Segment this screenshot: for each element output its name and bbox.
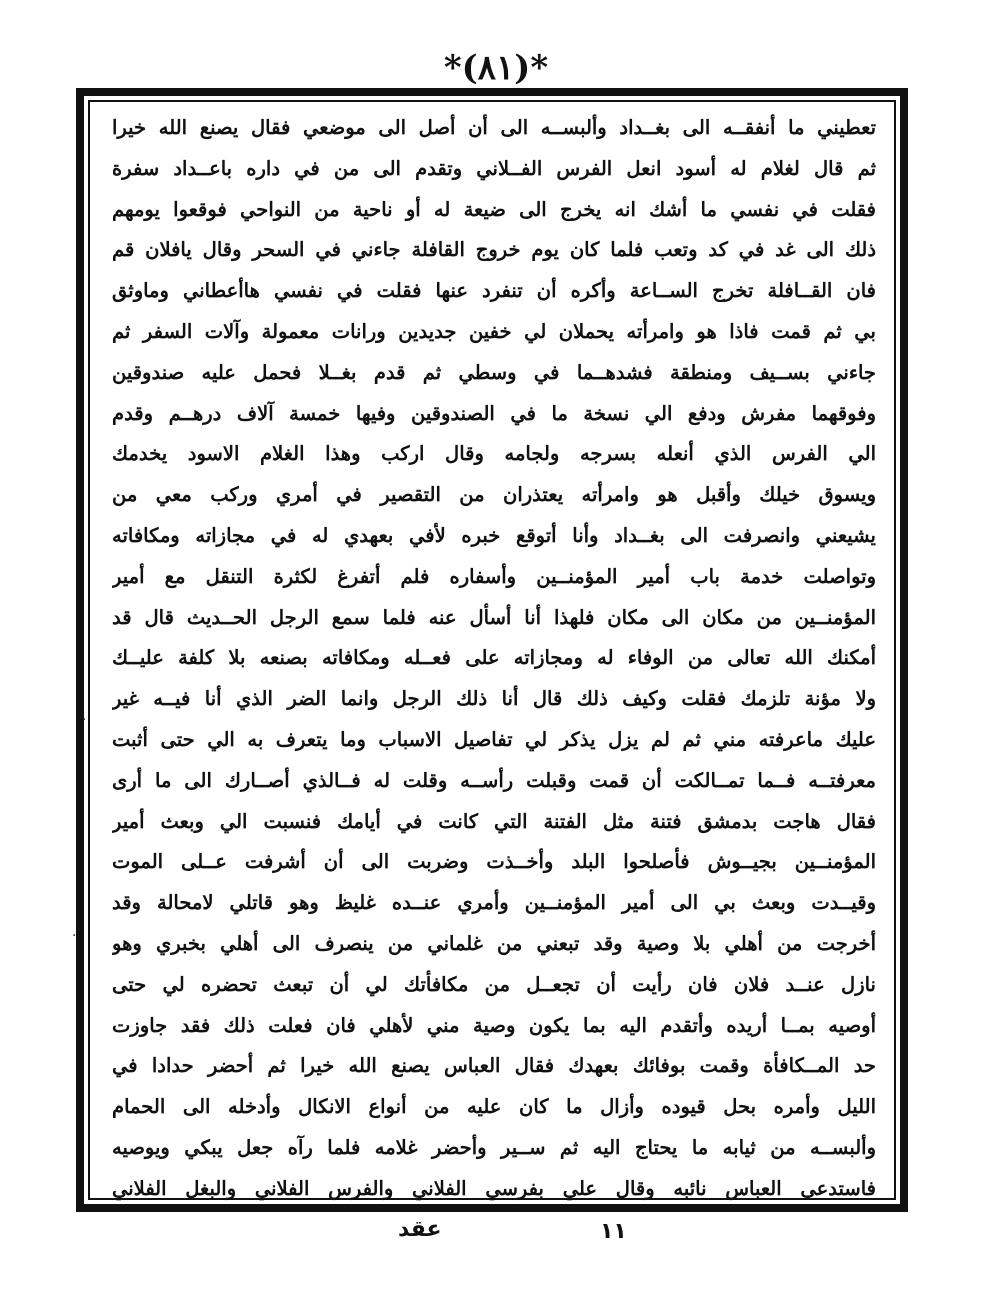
text-line: المؤمنــين من مكان الى مكان فلهذا أنا أسأل عنه فلما سمع الرجل الحــديث قال قد xyxy=(112,605,876,629)
text-line: وتواصلت خدمة باب أمير المؤمنــين وأسفاره فلم أتفرغ لكثرة التنقل مع أمير xyxy=(112,564,876,588)
text-line: ويسوق خيلك وأقبل هو وامرأته يعتذران من التقصير في أمري وركب معي من xyxy=(112,483,876,507)
text-line: وقيــدت وبعث بي الى أمير المؤمنــين وأمري عنــده غليظ وهو قاتلي لامحالة وقد xyxy=(112,891,876,915)
margin-tick-mark: · xyxy=(82,712,87,728)
text-line: ذلك الى غد في كد وتعب فلما كان يوم خروج القافلة جاءني في السحر وقال يافلان قم xyxy=(112,238,876,262)
text-line: حد المــكافأة وقمت بوفائك بعهدك فقال العباس يصنع الله خيرا ثم أحضر حدادا في xyxy=(112,1054,876,1078)
text-line: ثم قال لغلام له أسود انعل الفرس الفــلاني وتقدم الى من في داره باعــداد سفرة xyxy=(112,156,876,180)
signature-mark: عقد xyxy=(398,1217,442,1242)
text-line: جاءني بســيف ومنطقة فشدهــما في وسطي ثم قدم بغــلا فحمل عليه صندوقين xyxy=(112,360,876,384)
text-line: فاستدعى العباس نائبه وقال علي بفرسي الفلاني والفرس الفلاني والبغل الفلاني xyxy=(112,1176,876,1200)
margin-tick-mark: · xyxy=(72,928,77,944)
text-line: يشيعني وانصرفت الى بغــداد وأنا أتوقع خبره لأفي بعهدي له في مجازاته ومكافاته xyxy=(112,523,876,547)
text-line: فقال هاجت بدمشق فتنة مثل الفتنة التي كانت في أيامك فنسبت الي وبعث أمير xyxy=(112,809,876,833)
text-line: وفوقهما مفرش ودفع الي نسخة ما في الصندوقين وفيها خمسة آلاف درهــم وقدم xyxy=(112,401,876,425)
text-line: بي ثم قمت فاذا هو وامرأته يحملان لي خفين جديدين ورانات معمولة وآلات السفر ثم xyxy=(112,319,876,343)
text-line: نازل عنــد فلان فان رأيت أن تجعــل من مكافأتك لي أن تبعث تحضره لي حتى xyxy=(112,972,876,996)
text-line: تعطيني ما أنفقــه الى بغــداد وألبســه الى أن أصل الى موضعي فقال يصنع الله خيرا xyxy=(112,116,876,139)
text-line: فقلت في نفسي ما أشك انه يخرج الى ضيعة له أو ناحية من النواحي فوقعوا يومهم xyxy=(112,197,876,221)
text-line: أخرجت من أهلي بلا وصية وقد تبعني من غلماني من ينصرف الى أهلي بخبري وهو xyxy=(112,931,876,955)
text-line: وألبســه من ثيابه ما يحتاج اليه ثم ســير وأحضر غلامه فلما رآه جعل يبكي ويوصيه xyxy=(112,1135,876,1159)
text-line: ولا مؤنة تلزمك فقلت وكيف ذلك قال أنا ذلك الرجل وانما الضر الذي أنا فيــه غير xyxy=(112,687,876,711)
text-line: أمكنك الله تعالى من الوفاء له ومجازاته على فعــله ومكافاته بصنعه بلا كلفة عليــك xyxy=(112,646,876,670)
text-line: الليل وأمره بحل قيوده وأزال ما كان عليه من أنواع الانكال وأدخله الى الحمام xyxy=(112,1095,876,1119)
sheet-number: ١١ xyxy=(600,1219,627,1244)
text-line: معرفتــه فــما تمــالكت أن قمت وقبلت رأســه وقلت له فــالذي أصــارك الى ما أرى xyxy=(112,768,876,792)
text-line: الي الفرس الذي أنعله بسرجه ولجامه وقال اركب وهذا الغلام الاسود يخدمك xyxy=(112,442,876,466)
text-line: فان القــافلة تخرج الســاعة وأكره أن تنفرد عنها فقلت في نفسي هاأعطاني وماوثق xyxy=(112,279,876,303)
body-text xyxy=(112,108,876,1210)
text-line: أوصيه بمــا أريده وأتقدم اليه بما يكون وصية مني لأهلي فان فعلت ذلك فقد جاوزت xyxy=(112,1013,876,1037)
page-number: *(٨١)* xyxy=(443,48,549,88)
text-line: عليك ماعرفته مني ثم لم يزل يذكر لي تفاصيل الاسباب وما يتعرف به الي حتى أثبت xyxy=(112,727,876,751)
text-line: المؤمنــين بجيــوش فأصلحوا البلد وأخــذت وضربت الى أن أشرفت عــلى الموت xyxy=(112,850,876,874)
page-footer xyxy=(0,1215,992,1255)
